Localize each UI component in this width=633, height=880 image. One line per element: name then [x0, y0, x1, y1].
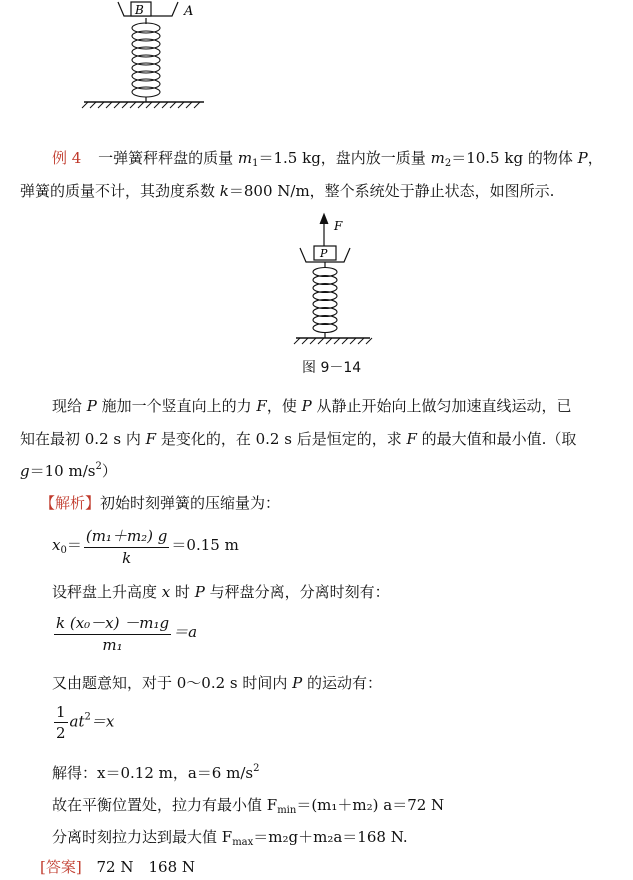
question-line-1: 现给 P 施加一个竖直向上的力 F，使 P 从静止开始向上做匀加速直线运动，已 — [52, 397, 572, 415]
example-line-2: 弹簧的质量不计，其劲度系数 k＝800 N/m，整个系统处于静止状态，如图所示. — [20, 182, 555, 200]
equation-compression: $x_0=$ $\frac{\text{(m₁＋m₂) g}}{k}$ ＝0.15 m — [52, 527, 239, 567]
equation-separation: $\frac{\text{k (x₀－x) －m₁g}}{\text{m₁}}$ ＝a — [56, 614, 198, 654]
label-a: A — [184, 4, 194, 19]
label-f: F — [334, 219, 343, 233]
separation-text: 设秤盘上升高度 x 时 P 与秤盘分离，分离时刻有： — [52, 583, 390, 601]
answer-tag: [答案] — [40, 858, 82, 876]
motion-text: 又由题意知，对于 0～0.2 s 时间内 P 的运动有： — [52, 674, 383, 692]
answer-value: 72 N 168 N — [96, 858, 196, 876]
question-line-2: 知在最初 0.2 s 内 F 是变化的，在 0.2 s 后是恒定的，求 F 的最大值和最小值.（取 — [20, 430, 577, 448]
answer-line — [40, 856, 195, 877]
question-line-3: g＝10 $m/s^2$） — [20, 461, 117, 480]
figure-top-spring — [80, 0, 210, 112]
solution-tag: 【解析】 — [40, 494, 101, 512]
label-b: B — [135, 3, 144, 17]
max-force-text: 分离时刻拉力达到最大值 $F_{max}=m_2g+m_2a=168$ N. — [52, 828, 408, 848]
label-p: P — [320, 247, 328, 260]
figure-9-14 — [292, 212, 382, 352]
figure-caption: 图 9－14 — [302, 360, 362, 376]
result-text: 解得：x＝0.12 m，a＝6 $m/s^2$ — [52, 763, 260, 782]
example-line-1: 例 4 一弹簧秤秤盘的质量 $m_1=1.5$ kg，盘内放一质量 $m_2=10.5$ kg 的物体 P， — [52, 149, 603, 169]
min-force-text: 故在平衡位置处，拉力有最小值 $F_{min}=(m_1+m_2)$ a＝72 N — [52, 796, 445, 816]
solution-intro: 【解析】初始时刻弹簧的压缩量为： — [40, 494, 281, 512]
equation-motion: $\frac{1}{2}$ $at^2=x$ — [56, 703, 115, 742]
example-tag: 例 4 — [52, 149, 82, 167]
